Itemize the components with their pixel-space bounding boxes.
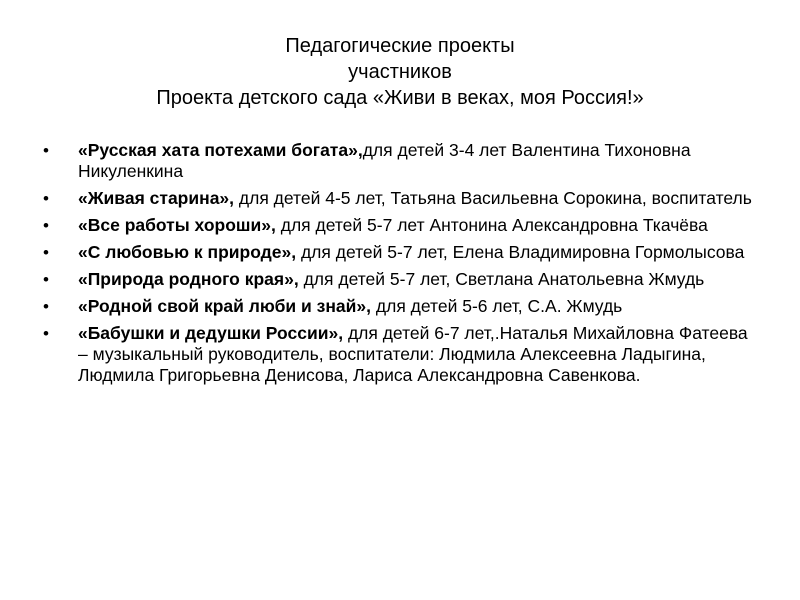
project-details: для детей 5-7 лет, Светлана Анатольевна Жмудь bbox=[298, 269, 705, 289]
project-title: «Бабушки и дедушки России», bbox=[78, 323, 344, 343]
project-item bbox=[40, 296, 760, 317]
project-list bbox=[40, 140, 760, 392]
project-title: «Родной свой край люби и знай», bbox=[78, 296, 372, 316]
title-line-2: участников bbox=[348, 61, 452, 83]
project-item bbox=[40, 323, 760, 386]
project-title: «Все работы хороши», bbox=[78, 215, 276, 235]
project-item bbox=[40, 269, 760, 290]
bullet-icon: • bbox=[43, 243, 49, 262]
project-title: «Русская хата потехами богата», bbox=[78, 140, 363, 160]
bullet-icon: • bbox=[43, 270, 49, 289]
project-details: для детей 4-5 лет, Татьяна Васильевна Сорокина, воспитатель bbox=[234, 188, 752, 208]
project-title: «С любовью к природе», bbox=[78, 242, 297, 262]
slide-title bbox=[60, 33, 740, 111]
project-item bbox=[40, 140, 760, 182]
title-line-3: Проекта детского сада «Живи в веках, моя Россия!» bbox=[156, 87, 644, 109]
project-details: для детей 5-7 лет Антонина Александровна Ткачёва bbox=[275, 215, 708, 235]
project-item bbox=[40, 188, 760, 209]
project-details: для детей 3-4 лет Валентина Тихоновна Никуленкина bbox=[78, 140, 691, 181]
bullet-icon: • bbox=[43, 141, 49, 160]
project-details: для детей 5-7 лет, Елена Владимировна Гормолысова bbox=[296, 242, 745, 262]
project-item bbox=[40, 242, 760, 263]
bullet-icon: • bbox=[43, 324, 49, 343]
bullet-icon: • bbox=[43, 216, 49, 235]
project-title: «Природа родного края», bbox=[78, 269, 299, 289]
bullet-icon: • bbox=[43, 297, 49, 316]
title-line-1: Педагогические проекты bbox=[285, 35, 515, 57]
project-title: «Живая старина», bbox=[78, 188, 235, 208]
project-details: для детей 5-6 лет, С.А. Жмудь bbox=[371, 296, 623, 316]
project-item bbox=[40, 215, 760, 236]
project-details: для детей 6-7 лет,.Наталья Михайловна Фатеева – музыкальный руководитель, воспитатели: Людмила Алексеевна Ладыгина, Людмила Григорьевна Денисова, Лариса Александровна Савенкова. bbox=[78, 323, 748, 385]
bullet-icon: • bbox=[43, 189, 49, 208]
